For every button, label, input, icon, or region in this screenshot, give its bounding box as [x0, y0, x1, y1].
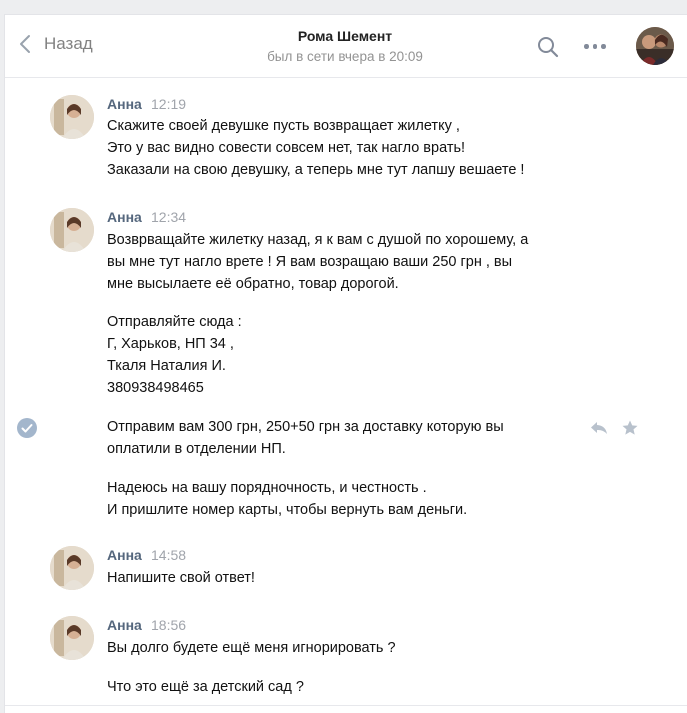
back-button[interactable]: [19, 34, 93, 54]
search-icon: [537, 36, 559, 58]
message-text: Возврващайте жилетку назад, я к вам с душой по хорошему, а: [107, 232, 529, 248]
more-dot: [601, 44, 606, 49]
back-icon: [19, 34, 31, 54]
favorite-button[interactable]: [621, 419, 639, 442]
back-label: Назад: [44, 34, 93, 53]
chat-header: [5, 15, 687, 78]
message-text: Вы долго будете ещё меня игнорировать ?: [107, 640, 396, 656]
message-text: Г, Харьков, НП 34 ,: [107, 336, 234, 352]
peer-info[interactable]: [185, 28, 505, 64]
message-text: вы мне тут нагло врете ! Я вам возращаю ваши 250 грн , вы: [107, 254, 513, 270]
message-author[interactable]: Анна: [107, 617, 142, 633]
message-text: Заказали на свою девушку, а теперь мне тут лапшу вешаете !: [107, 162, 525, 178]
more-dot: [584, 44, 589, 49]
divider: [5, 705, 687, 706]
message-text: Напишите свой ответ!: [107, 570, 255, 586]
message-text: Ткаля Наталия И.: [107, 358, 226, 374]
message-author[interactable]: Анна: [107, 96, 142, 112]
more-dot: [593, 44, 598, 49]
message-author[interactable]: Анна: [107, 209, 142, 225]
search-button[interactable]: [537, 36, 559, 63]
chat-window: [4, 14, 687, 713]
avatar[interactable]: [50, 208, 94, 252]
message-text: Что это ещё за детский сад ?: [107, 679, 304, 695]
peer-avatar[interactable]: [636, 27, 674, 65]
message-text: оплатили в отделении НП.: [107, 441, 286, 457]
avatar[interactable]: [50, 616, 94, 660]
message-text: Надеюсь на вашу порядночность, и честность .: [107, 480, 427, 496]
avatar[interactable]: [50, 95, 94, 139]
star-icon: [621, 419, 639, 437]
message-text: Скажите своей девушке пусть возвращает жилетку ,: [107, 118, 460, 134]
message-text: Отправим вам 300 грн, 250+50 грн за доставку которую вы: [107, 419, 504, 435]
reply-icon: [590, 420, 608, 436]
more-icon[interactable]: [584, 44, 606, 49]
message-text: Это у вас видно совести совсем нет, так нагло врать!: [107, 140, 466, 156]
peer-name[interactable]: Рома Шемент: [297, 28, 393, 44]
select-checkbox[interactable]: [16, 417, 38, 444]
message-time[interactable]: 12:34: [151, 209, 187, 225]
message-text: 380938498465: [107, 380, 204, 396]
message-text: мне высылаете её обратно, товар дорогой.: [107, 276, 399, 292]
check-circle-icon: [16, 417, 38, 439]
message-author[interactable]: Анна: [107, 547, 142, 563]
message-time[interactable]: 12:19: [151, 96, 187, 112]
message-time[interactable]: 18:56: [151, 617, 187, 633]
avatar[interactable]: [50, 546, 94, 590]
reply-button[interactable]: [590, 420, 608, 441]
message-text: И пришлите номер карты, чтобы вернуть вам деньги.: [107, 502, 468, 518]
message-time[interactable]: 14:58: [151, 547, 187, 563]
peer-status: был в сети вчера в 20:09: [267, 49, 423, 64]
message-text: Отправляйте сюда :: [107, 314, 242, 330]
